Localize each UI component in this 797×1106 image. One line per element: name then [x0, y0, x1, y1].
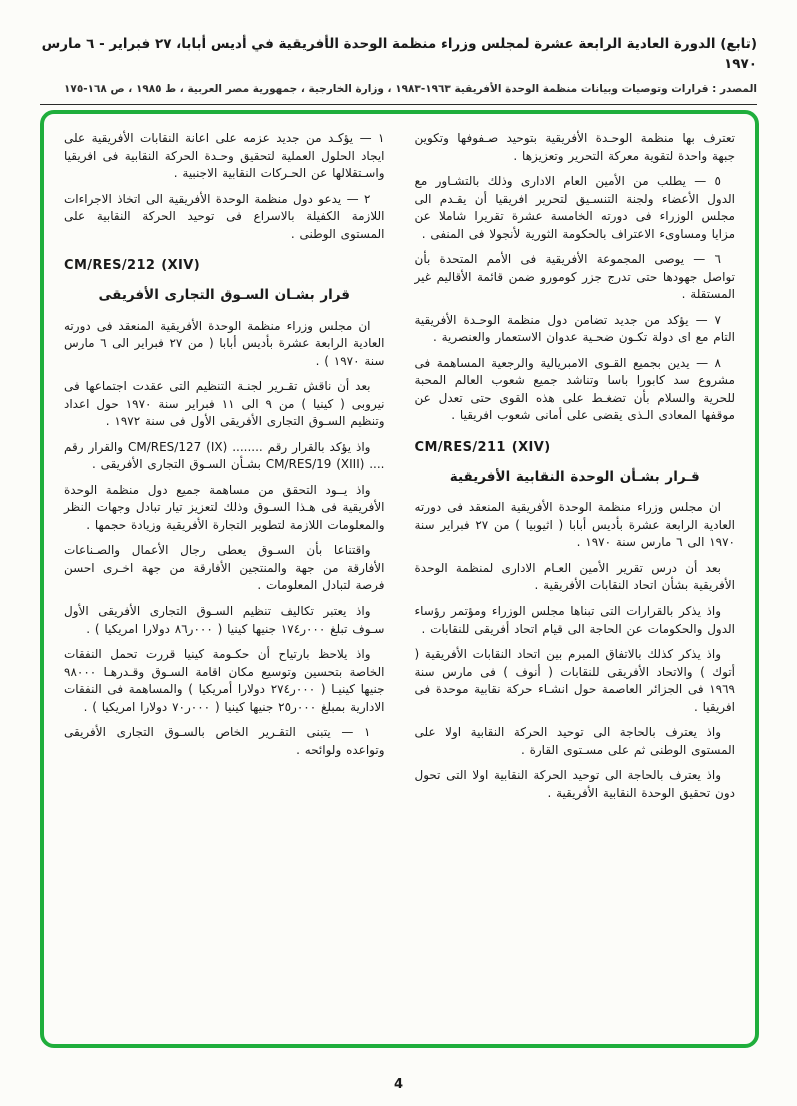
paragraph: واذ يلاحظ بارتياح أن حكـومة كينيا قررت تحمل النفقات الخاصة بتحسين وتوسيع مكان اقامة السـوق وقـدرهـا ٩٨٠٠٠ جنيها كينيـا ( ٠٠٠ر٢٧٤ دولارا أمريكيا ) والمساهمة فى النفقات الادارية بمبلغ ٠٠٠ر٢٥ جنيها كينيا ( ٠٠٠ر٧٠ دولارا امريكيا ) .	[64, 647, 385, 714]
paragraph: واذ يذكر بالقرارات التى تبناها مجلس الوزراء ومؤتمر رؤساء الدول والحكومات عن الحاجة الى قيام اتحاد أفريقى للنقابات .	[414, 603, 735, 636]
two-column-layout	[64, 130, 735, 1034]
paragraph: واذ يعترف بالحاجة الى توحيد الحركة النقابية اولا على المستوى الوطنى ثم على مسـتوى القارة .	[414, 725, 735, 757]
document-title: (تابع) الدورة العادية الرابعة عشرة لمجلس وزراء منظمة الوحدة الأفريقية في أديس أبابا، ٢٧ فبراير - ٦ مارس ١٩٧٠	[41, 36, 757, 73]
paragraph: ٢ — يدعو دول منظمة الوحدة الأفريقية الى اتخاذ الاجراءات اللازمة الكفيلة بالاسراع فى توحيد الحركة النقابية على المستوى الوطنى .	[64, 191, 385, 241]
resolution-code: CM/RES/211 (XIV)	[414, 439, 551, 455]
paragraph: ان مجلس وزراء منظمة الوحدة الأفريقية المنعقد فى دورته العادية الرابعة عشرة بأديس أبابا ( اثيوبيا ) من ٢٧ فبراير سنة ١٩٧٠ الى ٦ مارس سنة ١٩٧٠ .	[414, 500, 736, 550]
resolution-title: قرار بشـان السـوق التجارى الأفريقى	[98, 287, 351, 304]
column-right	[415, 130, 736, 1034]
page-header	[0, 0, 797, 96]
paragraph: بعد أن ناقش تقـرير لجنـة التنظيم التى عقدت اجتماعها فى نيروبى ( كينيا ) من ٩ الى ١١ فبراير سنة ١٩٧٠ حول اعداد وتنظيم السـوق التجارى الأفريقى الأول فى سنة ١٩٧٢ .	[64, 379, 385, 429]
paragraph: واذ يذكر كذلك بالاتفاق المبرم بين اتحاد النقابات الأفريقية ( أتوك ) والاتحاد الأفريقى للنقابات ( أنوف ) فى مارس سنة ١٩٦٩ فى الجزائر العاصمة حول انشـاء حركة نقابية موحدة فى افريقيا .	[414, 647, 735, 714]
paragraph: واذ يــود التحقق من مساهمة جميع دول منظمة الوحدة الأفريقية فى هـذا السـوق وذلك لتعزيز تيار تبادل وجهات النظر والمعلومات اللازمة لتطوير التجارة الأفريقية وزيادة حجمها .	[64, 482, 385, 532]
paragraph: واذ يؤكد بالقرار رقم ........ CM/RES/127 (IX) والقرار رقم .... CM/RES/19 (XIII) بشـأن السـوق التجارى الأفريقى .	[64, 439, 385, 472]
page-footer	[0, 1073, 797, 1092]
paragraph: ١ — يؤكـد من جديد عزمه على اعانة النقابات الأفريقية على ايجاد الحلول العملية لتحقيق وحـدة الحركة النقابية فى افريقيا واسـتقلالها عن الحـركات النقابية الاجنبية .	[64, 131, 385, 181]
paragraph: واذ يعترف بالحاجة الى توحيد الحركة النقابية اولا التى تحول دون تحقيق الوحدة النقابية الأفريقية .	[414, 768, 735, 800]
paragraph: واقتناعا بأن السـوق يعطى رجال الأعمال والصـناعات الأفارقة من جهة والمنتجين الأفارقة من جهة اخـرى احسن فرصة لتبادل المعلومات .	[64, 543, 385, 593]
column-left	[64, 130, 385, 1034]
content-border-box	[40, 110, 759, 1048]
resolution-code: CM/RES/212 (XIV)	[64, 258, 201, 274]
paragraph: ٨ — يدين بجميع القـوى الامبريالية والرجعية المساهمة فى مشروع سد كابورا باسا وتناشد جميع شعوب العالم المحبة للحرية والسلام بأن تضغـط على هذه القوى حتى تعدل عن موقفها المعادى الـذى يقضى على أمانى شعوب افريقيا .	[414, 355, 735, 423]
source-line: المصدر : قرارات وتوصيات وبيانات منظمة الوحدة الأفريقية ١٩٦٣-١٩٨٣ ، وزارة الخارجية ، جمهورية مصر العربية ، ط ١٩٨٥ ، ص ١٦٨-١٧٥	[64, 82, 757, 95]
paragraph: ان مجلس وزراء منظمة الوحدة الأفريقية المنعقد فى دورته العادية الرابعة عشرة بأديس أبابا ( من ٢٧ فبراير الى ٦ مارس سنة ١٩٧٠ ) .	[64, 318, 385, 368]
paragraph: ٧ — يؤكد من جديد تضامن دول منظمة الوحـدة الأفريقية التام مع اى دولة تكـون ضحـية عدوان الاستعمار والعنصرية .	[414, 312, 735, 345]
page-number: 4	[393, 1077, 404, 1092]
paragraph: ١ — يتبنى التقـرير الخاص بالسـوق التجارى الأفريقى وتواعده ولوائحه .	[64, 725, 385, 757]
resolution-title: قـرار بشـأن الوحدة النقابية الأفريقية	[449, 468, 700, 485]
paragraph: بعد أن درس تقرير الأمين العـام الادارى لمنظمة الوحدة الأفريقية بشأن اتحاد النقابات الأفريقية .	[414, 560, 735, 593]
paragraph: ٥ — يطلب من الأمين العام الادارى وذلك بالتشـاور مع الدول الأعضاء ولجنة التنسـيق لتحرير افريقيا أن يقـدم الى مجلس الوزراء فى دورته الخامسة عشرة تقريرا شاملا عن مزايا ومساوىء الاعتراف بالحكومة الثورية لأنجولا فى المنفى .	[414, 174, 735, 241]
paragraph: واذ يعتبر تكاليف تنظيم السـوق التجارى الأفريقى الأول سـوف تبلغ ٠٠٠ر١٧٤ جنيها كينيا ( ٠٠٠ر٨٦ دولارا امريكيا ) .	[64, 603, 385, 636]
header-divider	[40, 104, 757, 105]
paragraph: ٦ — يوصى المجموعة الأفريقية فى الأمم المتحدة بأن تواصل جهودها حتى تدرج جزر كومورو ضمن قائمة الأقاليم غير المستقلة .	[414, 252, 735, 302]
paragraph: تعترف بها منظمة الوحـدة الأفريقية بتوحيد صـفوفها وتكوين جبهة واحدة لتقوية معركة التحرير وتعزيزها .	[414, 131, 735, 163]
